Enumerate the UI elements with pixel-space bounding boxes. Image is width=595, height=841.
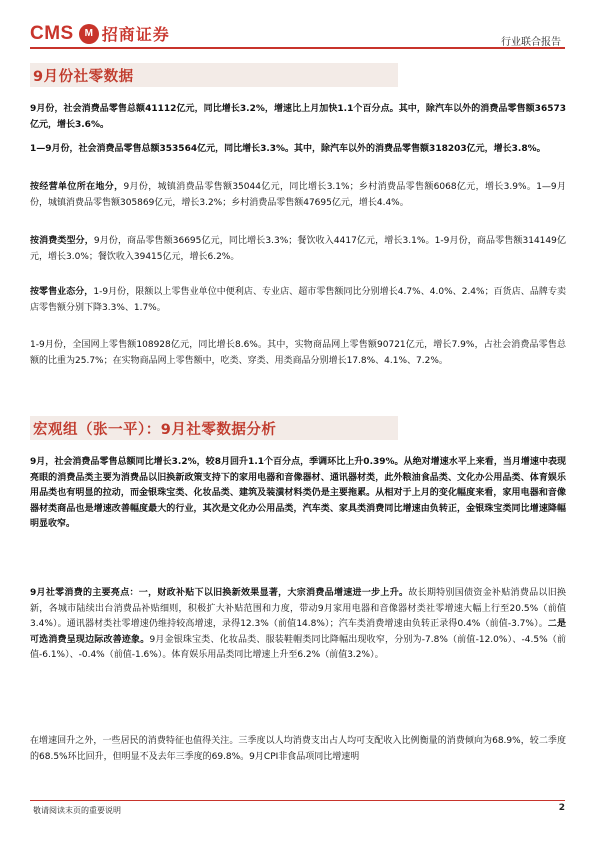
paragraph-text: 9月，社会消费品零售总额同比增长3.2%，较8月回升1.1个百分点，季调环比上升0.39%。从绝对增速水平上来看，当月增速中表现亮眼的消费品类主要为消费品以旧换新政策支持下的家用电器和音像器材、通讯器材类，此外粮油食品类、文化办公用品类、体育娱乐用品类也有明显的拉动，而金银珠宝类、化妆品类、建筑及装潢材料类仍是主要拖累。从相对于上月的变化幅度来看，家用电器和音像器材类商品也是增速改善幅度最大的行业，其次是文化办公用品类，汽车类、家具类消费同比增速由负转正，金银珠宝类同比增速降幅明显收窄。 xyxy=(30,457,566,529)
page-number: 2 xyxy=(558,803,565,813)
paragraph-text-2: 9月金银珠宝类、化妆品类、服装鞋帽类同比降幅出现收窄，分别为-7.8%（前值-12.0%）、-4.5%（前值-6.1%）、-0.4%（前值-1.6%）。体育娱乐用品类同比增速上升至6.2%（前值3.2%）。 xyxy=(30,634,566,660)
paragraph-sept-overview xyxy=(30,102,566,133)
logo-badge-icon: M xyxy=(79,24,99,44)
paragraph-text: 在增速回升之外，一些居民的消费特征也值得关注。三季度以人均消费支出占人均可支配收入比例衡量的消费倾向为68.9%，较二季度的68.5%环比回升，但明显不及去年三季度的69.8%。9月CPI非食品项同比增速明 xyxy=(30,736,566,762)
paragraph-highlights xyxy=(30,586,566,664)
paragraph-online-retail xyxy=(30,338,566,369)
paragraph-text: 1-9月份，限额以上零售业单位中便利店、专业店、超市零售额同比分别增长4.7%、4.0%、2.4%；百货店、品牌专卖店零售额分别下降3.3%、1.7%。 xyxy=(30,287,566,313)
paragraph-jan-sep-overview xyxy=(30,142,566,158)
paragraph-macro-summary xyxy=(30,455,566,533)
paragraph-text: 9月份，商品零售额36695亿元，同比增长3.3%；餐饮收入4417亿元，增长3.1%。1-9月份，商品零售额314149亿元，增长3.0%；餐饮收入39415亿元，增长6.2%。 xyxy=(30,236,566,262)
paragraph-text: 9月份，社会消费品零售总额41112亿元，同比增长3.2%，增速比上月加快1.1个百分点。其中，除汽车以外的消费品零售额36573亿元，增长3.6%。 xyxy=(30,104,566,130)
paragraph-lead: 按零售业态分， xyxy=(30,287,94,297)
section-title-macro-analysis xyxy=(30,416,398,440)
paragraph-by-consumption-type xyxy=(30,234,566,265)
paragraph-text: 1—9月份，社会消费品零售总额353564亿元，同比增长3.3%。其中，除汽车以外的消费品零售额318203亿元，增长3.8%。 xyxy=(30,144,546,154)
page-header xyxy=(0,0,595,50)
logo-company-name: 招商证券 xyxy=(101,25,170,44)
header-divider xyxy=(30,47,565,49)
section-title-sept-retail xyxy=(30,63,398,87)
paragraph-text: 1-9月份，全国网上零售额108928亿元，同比增长8.6%。其中，实物商品网上零售额90721亿元，增长7.9%，占社会消费品零售总额的比重为25.7%；在实物商品网上零售额中，吃类、穿类、用类商品分别增长17.8%、4.1%、7.2%。 xyxy=(30,340,566,366)
paragraph-text: 故长期特别国债资金补贴消费品以旧换新，各城市陆续出台消费品补贴细则，积极扩大补贴范围和力度，带动9月家用电器和音像器材类社零增速大幅上行至20.5%（前值3.4%）。通讯器材类社零增速仍维持较高增速，录得12.3%（前值14.8%）；汽车类消费增速由负转正录得0.4%（前值-3.7%）。 xyxy=(30,588,566,629)
section-title-text: 9月份社零数据 xyxy=(33,68,134,85)
paragraph-lead: 按消费类型分， xyxy=(30,236,94,246)
paragraph-consumption-tendency xyxy=(30,734,566,765)
paragraph-text: 9月份，城镇消费品零售额35044亿元，同比增长3.1%；乡村消费品零售额6068亿元，增长3.9%。1—9月份，城镇消费品零售额305869亿元，增长3.2%；乡村消费品零售额47695亿元，增长4.4%。 xyxy=(30,182,566,208)
footer-divider xyxy=(30,800,565,801)
paragraph-by-retail-format xyxy=(30,285,566,316)
paragraph-lead: 按经营单位所在地分， xyxy=(30,182,124,192)
paragraph-by-location xyxy=(30,180,566,211)
report-type-label: 行业联合报告 xyxy=(501,37,561,48)
cms-logo xyxy=(30,22,170,45)
logo-cms-text: CMS xyxy=(30,22,74,44)
paragraph-lead: 9月社零消费的主要亮点：一，财政补贴下以旧换新效果显著，大宗消费品增速进一步上升。 xyxy=(30,588,409,598)
paragraph-lead-2: 二是可选消费呈现边际改善迹象。 xyxy=(30,619,566,645)
disclaimer-note: 敬请阅读末页的重要说明 xyxy=(33,806,121,815)
section-title-text: 宏观组（张一平）：9月社零数据分析 xyxy=(33,421,277,438)
